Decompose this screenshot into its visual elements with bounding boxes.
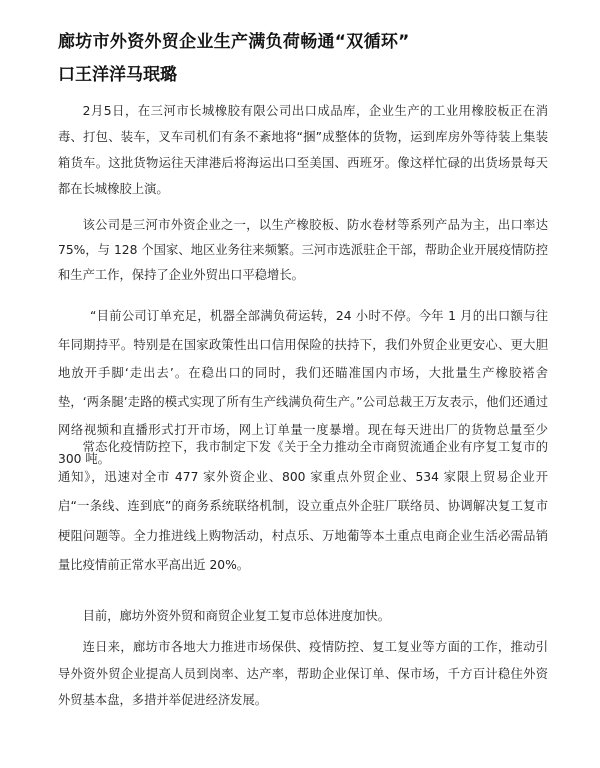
- paragraph: 2月5日，在三河市长城橡胶有限公司出口成品库，企业生产的工业用橡胶板正在消毒、打包、装车，叉车司机们有条不紊地将“捆”成整体的货物，运到库房外等待装上集装箱货车。这批货物运往天津港后将海运出口至美国、西班牙。像这样忙碌的出货场景每天都在长城橡胶上演。: [58, 104, 548, 196]
- article-title: 廊坊市外资外贸企业生产满负荷畅通“双循环”: [58, 32, 410, 52]
- paragraph: 常态化疫情防控下，我市制定下发《关于全力推动全市商贸流通企业有序复工复市的通知》，迅速对全市 477 家外资企业、800 家重点外贸企业、534 家限上贸易企业开启“一条线、连到底”的商务系统联络机制，设立重点外企驻厂联络员、协调解决复工复市梗阻问题等。全力推进线上购物活动，村点乐、万地葡等本土重点电商企业生活必需品销量比疫情前正常水平高出近 20%。: [58, 440, 548, 572]
- paragraph: “目前公司订单充足，机器全部满负荷运转，24 小时不停。今年 1 月的出口额与往年同期持平。特别是在国家政策性出口信用保险的扶持下，我们外贸企业更安心、更大胆地放开手脚‘走出去’。在稳出口的同时，我们还瞄准国内市场，大批量生产橡胶褡舍垫，‘两条腿’走路的模式实现了所有生产线满负荷生产。”公司总裁王万友表示，他们还通过网络视频和直播形式打开市场，网上订单量一度暴增。现在每天进出厂的货物总量至少 300 吨。: [58, 309, 548, 466]
- paragraph: 该公司是三河市外资企业之一，以生产橡胶板、防水卷材等系列产品为主，出口率达 75%，与 128 个国家、地区业务往来频繁。三河市选派驻企干部，帮助企业开展疫情防控和生产工作，保持了企业外贸出口平稳增长。: [58, 218, 548, 282]
- paragraph: 目前，廊坊外资外贸和商贸企业复工复市总体进度加快。: [82, 609, 391, 623]
- article-byline: 口王洋洋马珉璐: [58, 65, 177, 85]
- paragraph: 连日来，廊坊市各地大力推进市场保供、疫情防控、复工复业等方面的工作，推动引导外资外贸企业提高人员到岗率、达产率，帮助企业保订单、保市场，千方百计稳住外资外贸基本盘，多措并举促进经济发展。: [58, 640, 548, 707]
